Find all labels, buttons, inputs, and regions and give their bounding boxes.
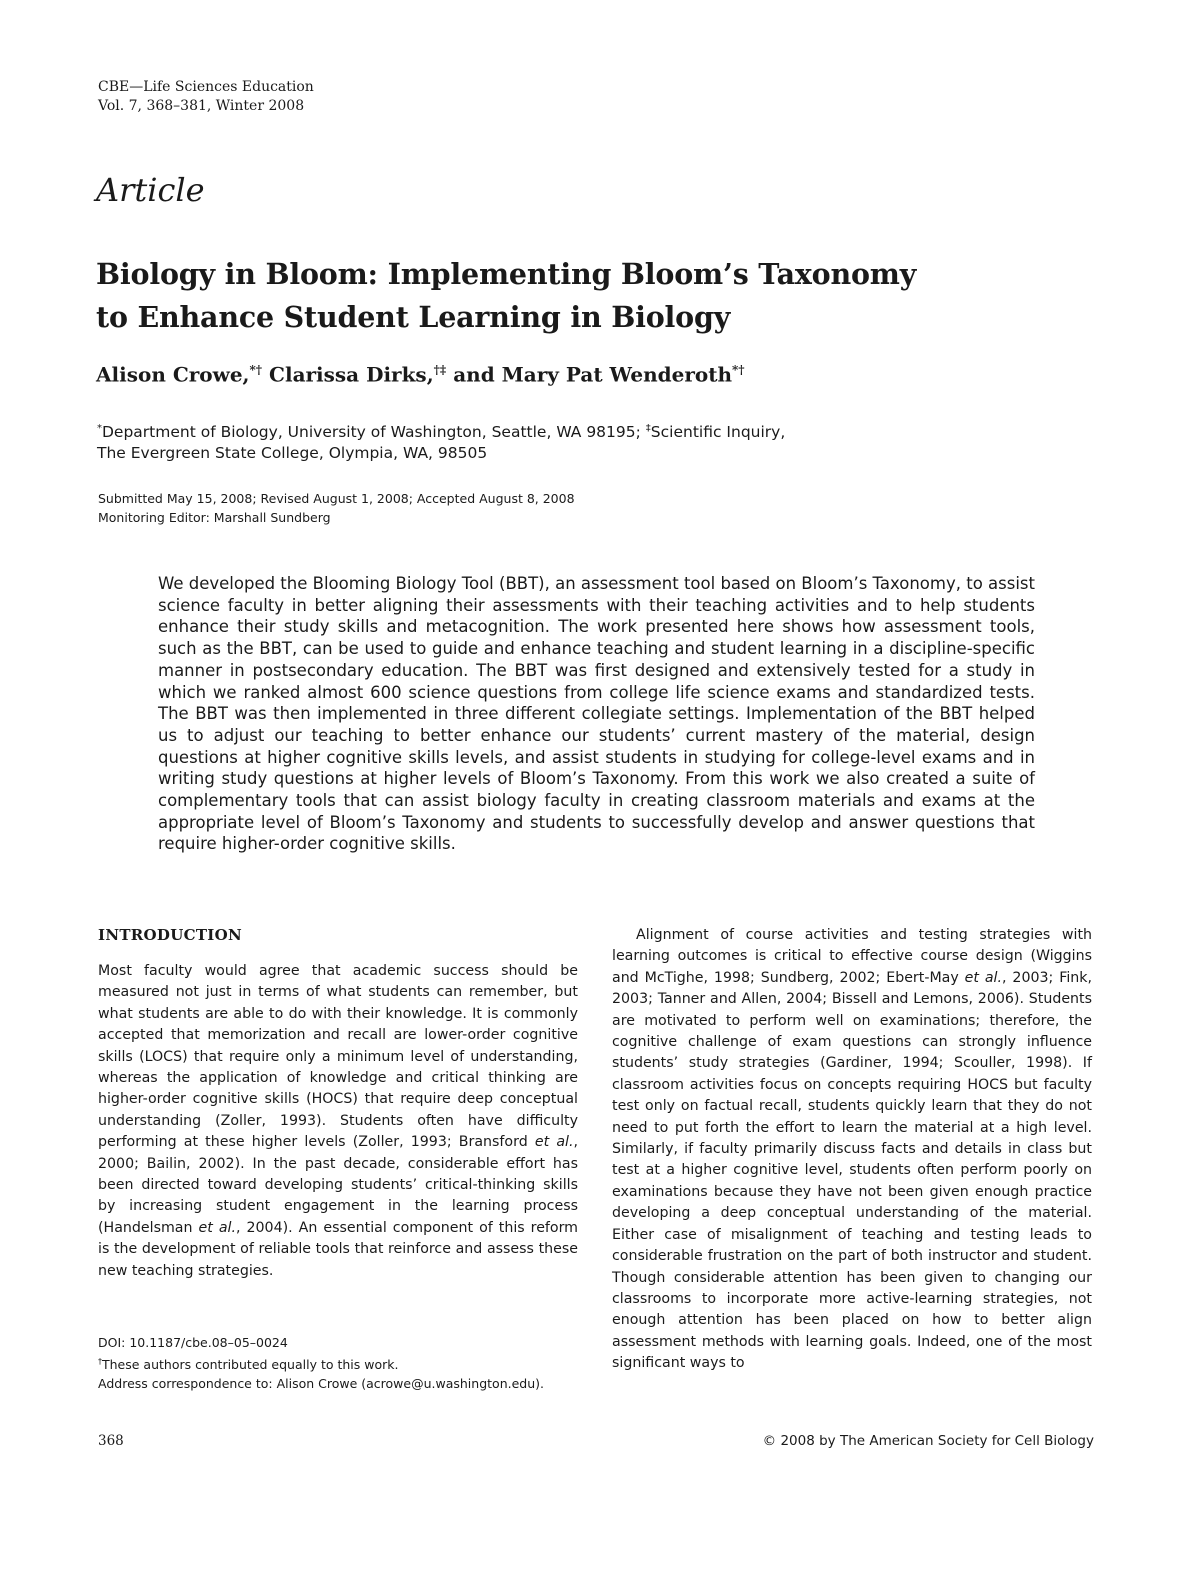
author-name: Clarissa Dirks, bbox=[269, 362, 434, 387]
author-list bbox=[96, 355, 745, 390]
author-conjunction: and bbox=[453, 362, 495, 387]
article-title bbox=[96, 253, 1096, 339]
paragraph bbox=[612, 925, 1092, 1375]
affiliation-line-2: The Evergreen State College, Olympia, WA, 98505 bbox=[97, 444, 488, 463]
journal-name: CBE—Life Sciences Education bbox=[98, 79, 314, 95]
affiliation-mark: ‡ bbox=[645, 423, 651, 434]
footnote-text: These authors contributed equally to this work. bbox=[102, 1357, 399, 1373]
left-column bbox=[98, 925, 578, 1282]
page-number: 368 bbox=[98, 1433, 124, 1449]
paragraph bbox=[98, 961, 578, 1282]
journal-volume: Vol. 7, 368–381, Winter 2008 bbox=[98, 98, 305, 114]
introduction-heading: INTRODUCTION bbox=[98, 926, 243, 944]
author-marks: *† bbox=[731, 363, 745, 377]
copyright: © 2008 by The American Society for Cell Biology bbox=[762, 1433, 1094, 1449]
author-marks: *† bbox=[249, 363, 263, 377]
title-line-1: Biology in Bloom: Implementing Bloom’s Taxonomy bbox=[96, 257, 917, 291]
paragraph-italic: et al. bbox=[534, 1134, 574, 1151]
section-label: Article bbox=[96, 171, 205, 209]
footnotes bbox=[98, 1333, 578, 1393]
correspondence-address: Address correspondence to: Alison Crowe (acrowe@u.washington.edu). bbox=[98, 1376, 544, 1392]
abstract: We developed the Blooming Biology Tool (BBT), an assessment tool based on Bloom’s Taxonomy, to assist science faculty in better aligning their assessments with their teaching activities and to help students enhance their study skills and metacognition. The work presented here shows how assessment tools, such as the BBT, can be used to guide and enhance teaching and student learning in a discipline-specific manner in postsecondary education. The BBT was first designed and extensively tested for a study in which we ranked almost 600 science questions from college life science exams and standardized tests. The BBT was then implemented in three different collegiate settings. Implementation of the BBT helped us to adjust our teaching to better enhance our students’ current mastery of the material, design questions at higher cognitive skills levels, and assist students in studying for college-level exams and in writing study questions at higher levels of Bloom’s Taxonomy. From this work we also created a suite of complementary tools that can assist biology faculty in creating classroom materials and exams at the appropriate level of Bloom’s Taxonomy and students to successfully develop and answer questions that require higher-order cognitive skills. bbox=[158, 574, 1035, 854]
affiliation-text: Department of Biology, University of Washington, Seattle, WA 98195; bbox=[102, 423, 641, 442]
title-line-2: to Enhance Student Learning in Biology bbox=[96, 300, 731, 334]
right-column bbox=[612, 925, 1092, 1375]
doi: DOI: 10.1187/cbe.08–05–0024 bbox=[98, 1335, 288, 1350]
paragraph-text: Most faculty would agree that academic success should be measured not just in terms of what students can remember, but what students are able to do with their knowledge. It is commonly accepted that memorization and recall are lower-order cognitive skills (LOCS) that require only a minimum level of understanding, whereas the application of knowledge and critical thinking are higher-order cognitive skills (HOCS) that require deep conceptual understanding (Zoller, 1993). Students often have difficulty performing at these higher levels (Zoller, 1993; Bransford bbox=[98, 963, 578, 1151]
paragraph-text: , 2004). An essential component of this reform is the development of reliable tools that reinforce and assess these new teaching strategies. bbox=[98, 1219, 579, 1279]
affiliation-text: Scientific Inquiry, bbox=[650, 423, 786, 442]
paragraph-text: Alignment of course activities and testing strategies with learning outcomes is critical to effective course design (Wiggins and McTighe, 1998; Sundberg, 2002; Ebert-May bbox=[612, 927, 1092, 986]
submission-info bbox=[98, 489, 998, 527]
submission-dates: Submitted May 15, 2008; Revised August 1, 2008; Accepted August 8, 2008 bbox=[98, 491, 575, 506]
paragraph-italic: et al. bbox=[198, 1219, 236, 1236]
equal-contribution-note bbox=[98, 1352, 578, 1374]
affiliation-mark: * bbox=[97, 423, 102, 434]
author-name: Mary Pat Wenderoth bbox=[501, 362, 732, 387]
author-name: Alison Crowe, bbox=[96, 362, 250, 387]
affiliations bbox=[97, 418, 997, 464]
footnote-mark: † bbox=[98, 1357, 102, 1366]
affiliation-line-1 bbox=[97, 418, 997, 443]
paragraph-text: , 2003; Fink, 2003; Tanner and Allen, 2004; Bissell and Lemons, 2006). Students are motivated to perform well on examinations; therefore, the cognitive challenge of exam questions can strongly influence students’ study strategies (Gardiner, 1994; Scouller, 1998). If classroom activities focus on concepts requiring HOCS but faculty test only on factual recall, students quickly learn that they do not need to put forth the effort to learn the material at a high level. Similarly, if faculty primarily discuss facts and details in class but test at a higher cognitive level, students often perform poorly on examinations because they have not been given enough practice developing a deep conceptual understanding of the material. Either case of misalignment of teaching and testing leads to considerable frustration on the part of both instructor and student. Though considerable attention has been given to changing our classrooms to incorporate more active-learning strategies, not enough attention has been placed on how to better align assessment methods with learning goals. Indeed, one of the most significant ways to bbox=[612, 969, 1092, 1372]
monitoring-editor: Monitoring Editor: Marshall Sundberg bbox=[98, 510, 331, 525]
paragraph-text: , 2000; Bailin, 2002). In the past decade, considerable effort has been directed toward developing students’ critical-thinking skills by increasing student engagement in the learning process (Handelsman bbox=[98, 1134, 578, 1236]
journal-citation bbox=[98, 78, 314, 116]
paragraph-italic: et al. bbox=[964, 969, 1003, 986]
author-marks: †‡ bbox=[433, 363, 447, 377]
